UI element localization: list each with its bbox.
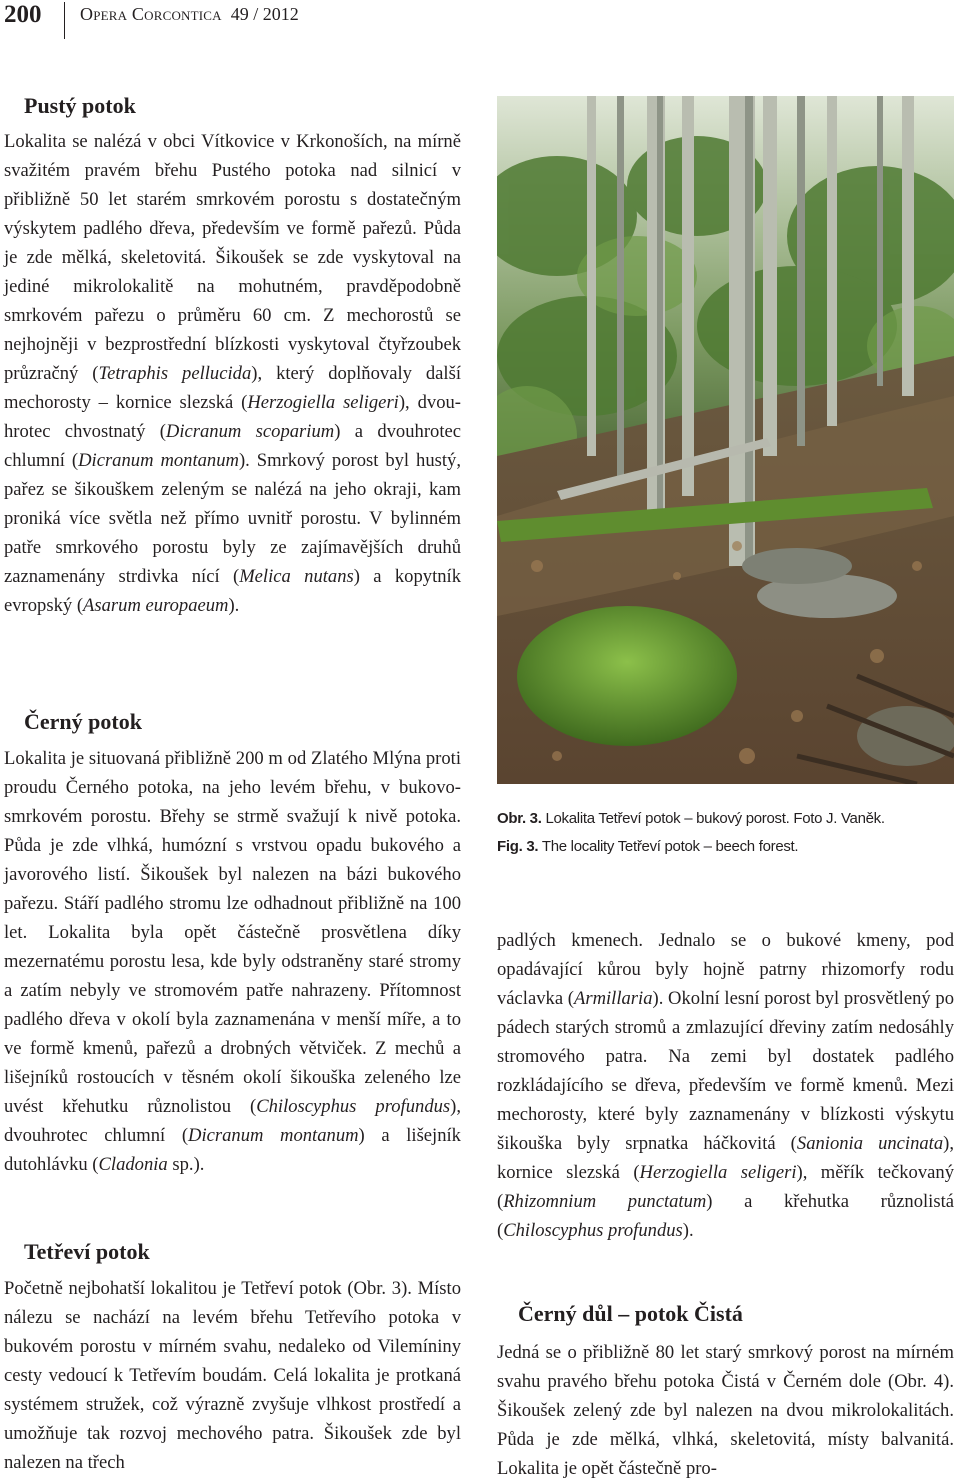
paragraph-cerny-dul <box>497 1338 954 1483</box>
section-heading-cerny-dul: Černý důl – potok Čistá <box>518 1301 743 1326</box>
species-name: Sanionia uncinata <box>796 1133 944 1154</box>
section-heading-pusty-potok: Pustý potok <box>24 93 136 118</box>
paragraph-tetrevi-potok <box>4 1274 461 1477</box>
species-name: Dicranum scoparium <box>165 421 335 442</box>
running-header <box>0 0 960 40</box>
journal-name: Opera Corcontica <box>80 4 222 24</box>
section-heading-tetrevi-potok: Tetřeví potok <box>24 1239 150 1264</box>
text-run: ), dvouhrotec chlumní ( <box>4 1096 461 1146</box>
species-name: Herzogiella seligeri <box>639 1162 797 1183</box>
text-run: ) a kopytník evropský ( <box>4 566 461 616</box>
text-run: ), kornice slezská ( <box>497 1133 954 1183</box>
species-name: Dicranum montanum <box>188 1125 359 1146</box>
text-run: ) a lišejník dutohlávku ( <box>4 1125 461 1175</box>
text-run: ) a křehutka různolistá ( <box>497 1191 954 1241</box>
text-run: ), dvouhrotec chvostnatý ( <box>4 392 461 442</box>
paragraph-tetrevi-potok-continued <box>497 926 954 1245</box>
species-name: Asarum europaeum <box>83 595 229 616</box>
text-run: padlých kmenech. Jednalo se o bukové kmeny, pod opadávající kůrou byly hojně patrny rhizomorfy rodu václavka ( <box>497 930 954 1009</box>
species-name: Armillaria <box>573 988 653 1009</box>
paragraph-pusty-potok <box>4 127 461 620</box>
text-run: ), měřík tečkovaný ( <box>497 1162 955 1212</box>
text-run: Lokalita se nalézá v obci Vítkovice v Krkonoších, na mírně svažitém pravém břehu Pustého potoka nad silnicí v přibližně 50 let starém smrkovém porostu s dostatečným výskytem padlého dřeva, především ve formě pařezů. Půda je zde mělká, skeletovitá. Šikoušek se zde vyskytoval na jediné mikrolokalitě na mohutném, pravděpodobně smrkovém pařezu o průměru 60 cm. Z mechorostů se nejhojněji v bezprostřední blízkosti vyskytoval čtyřzoubek průzračný ( <box>4 131 461 384</box>
section-heading-cerny-potok: Černý potok <box>24 709 142 734</box>
species-name: Chiloscyphus profundus <box>256 1096 451 1117</box>
text-run: ). Smrkový porost byl hustý, pařez se šikouškem zeleným se nalézá na jeho okraji, kam proniká více světla než přímo uvnitř porostu. V bylinném patře smrkového porostu byly ze zajímavějších druhů zaznamenány strdivka nící ( <box>4 450 462 587</box>
header-divider <box>64 2 65 39</box>
text-run: sp.). <box>167 1154 205 1175</box>
text-run: Lokalita je situovaná přibližně 200 m od Zlatého Mlýna proti proudu Černého potoka, na jeho levém břehu, v bukovo-smrkovém porostu. Břehy se strmě svažují k nivě potoka. Půda je zde vlhká, humózní s vrstvou opadu bukového a javorového listí. Šikoušek byl nalezen na bázi bukového pařezu. Stáří padlého stromu lze odhadnout přibližně na 100 let. Lokalita byla opět částečně prosvětlena díky mezernatému porostu lesa, kde byly odstraněny staré stromy a zatím nebyly ve stromovém patře nahrazeny. Přítomnost padlého dřeva v okolí byla zaznamenána v menší míře, a to ve formě kmenů, pařezů a drobných větviček. Z mechů a lišejníků rostoucích v těsném okolí šikouška zeleného lze uvést křehutku různolistou ( <box>4 748 461 1117</box>
journal-title <box>80 4 299 24</box>
caption-label: Obr. 3. <box>497 810 542 827</box>
text-run: ). <box>682 1220 694 1241</box>
page-number: 200 <box>4 1 42 28</box>
species-name: Dicranum montanum <box>78 450 239 471</box>
forest-photo <box>497 96 954 784</box>
caption-label: Fig. 3. <box>497 838 539 855</box>
species-name: Tetraphis pellucida <box>98 363 252 384</box>
species-name: Cladonia <box>98 1154 168 1175</box>
text-run: ). <box>228 595 240 616</box>
text-run: Jedná se o přibližně 80 let starý smrkový porost na mírném svahu pravého břehu potoka Čistá v Černém dole (Obr. 4). Šikoušek zelený zde byl nalezen na dvou mikrolokalitách. Půda je zde mělká, vlhká, skeletovitá, místy balvanitá. Lokalita je opět částečně pro- <box>497 1342 954 1479</box>
species-name: Herzogiella seligeri <box>247 392 399 413</box>
caption-text: Lokalita Tetřeví potok – bukový porost. Foto J. Vaněk. <box>545 810 885 827</box>
paragraph-cerny-potok <box>4 744 461 1179</box>
text-run: ) a dvouhrotec chlumní ( <box>4 421 461 471</box>
text-run: ). Okolní lesní porost byl prosvětlený po pádech starých stromů a zmlazující dřeviny zatím nedosáhly stromového patra. Na zemi byl dostatek padlého rozkládajícího se dřeva, především ve formě kmenů. Mezi mechorosty, které byly zaznamenány v blízkosti výskytu šikouška byly srpnatka háčkovitá ( <box>497 988 954 1154</box>
species-name: Rhizomnium punctatum <box>503 1191 707 1212</box>
forest-photo-illustration <box>497 96 954 784</box>
text-run: Početně nejbohatší lokalitou je Tetřeví potok (Obr. 3). Místo nálezu se nachází na levém břehu Tetřevího potoka v bukovém porostu v mírném svahu, nedaleko od Vilemíniny cesty vedoucí k Tetřevím boudám. Celá lokalita je protkaná systémem stružek, což výrazně zvyšuje vlhkost prostředí a umožňuje tak rozvoj mechového patra. Šikoušek zde byl nalezen na třech <box>4 1278 461 1473</box>
caption-text: The locality Tetřeví potok – beech forest. <box>541 838 799 855</box>
species-name: Chiloscyphus profundus <box>503 1220 683 1241</box>
species-name: Melica nutans <box>239 566 354 587</box>
journal-issue: 49 / 2012 <box>230 4 299 24</box>
text-run: ), který doplňovaly další mechorosty – kornice slezská ( <box>4 363 461 413</box>
figure-caption-cz <box>497 808 957 830</box>
figure-caption-en <box>497 836 957 858</box>
